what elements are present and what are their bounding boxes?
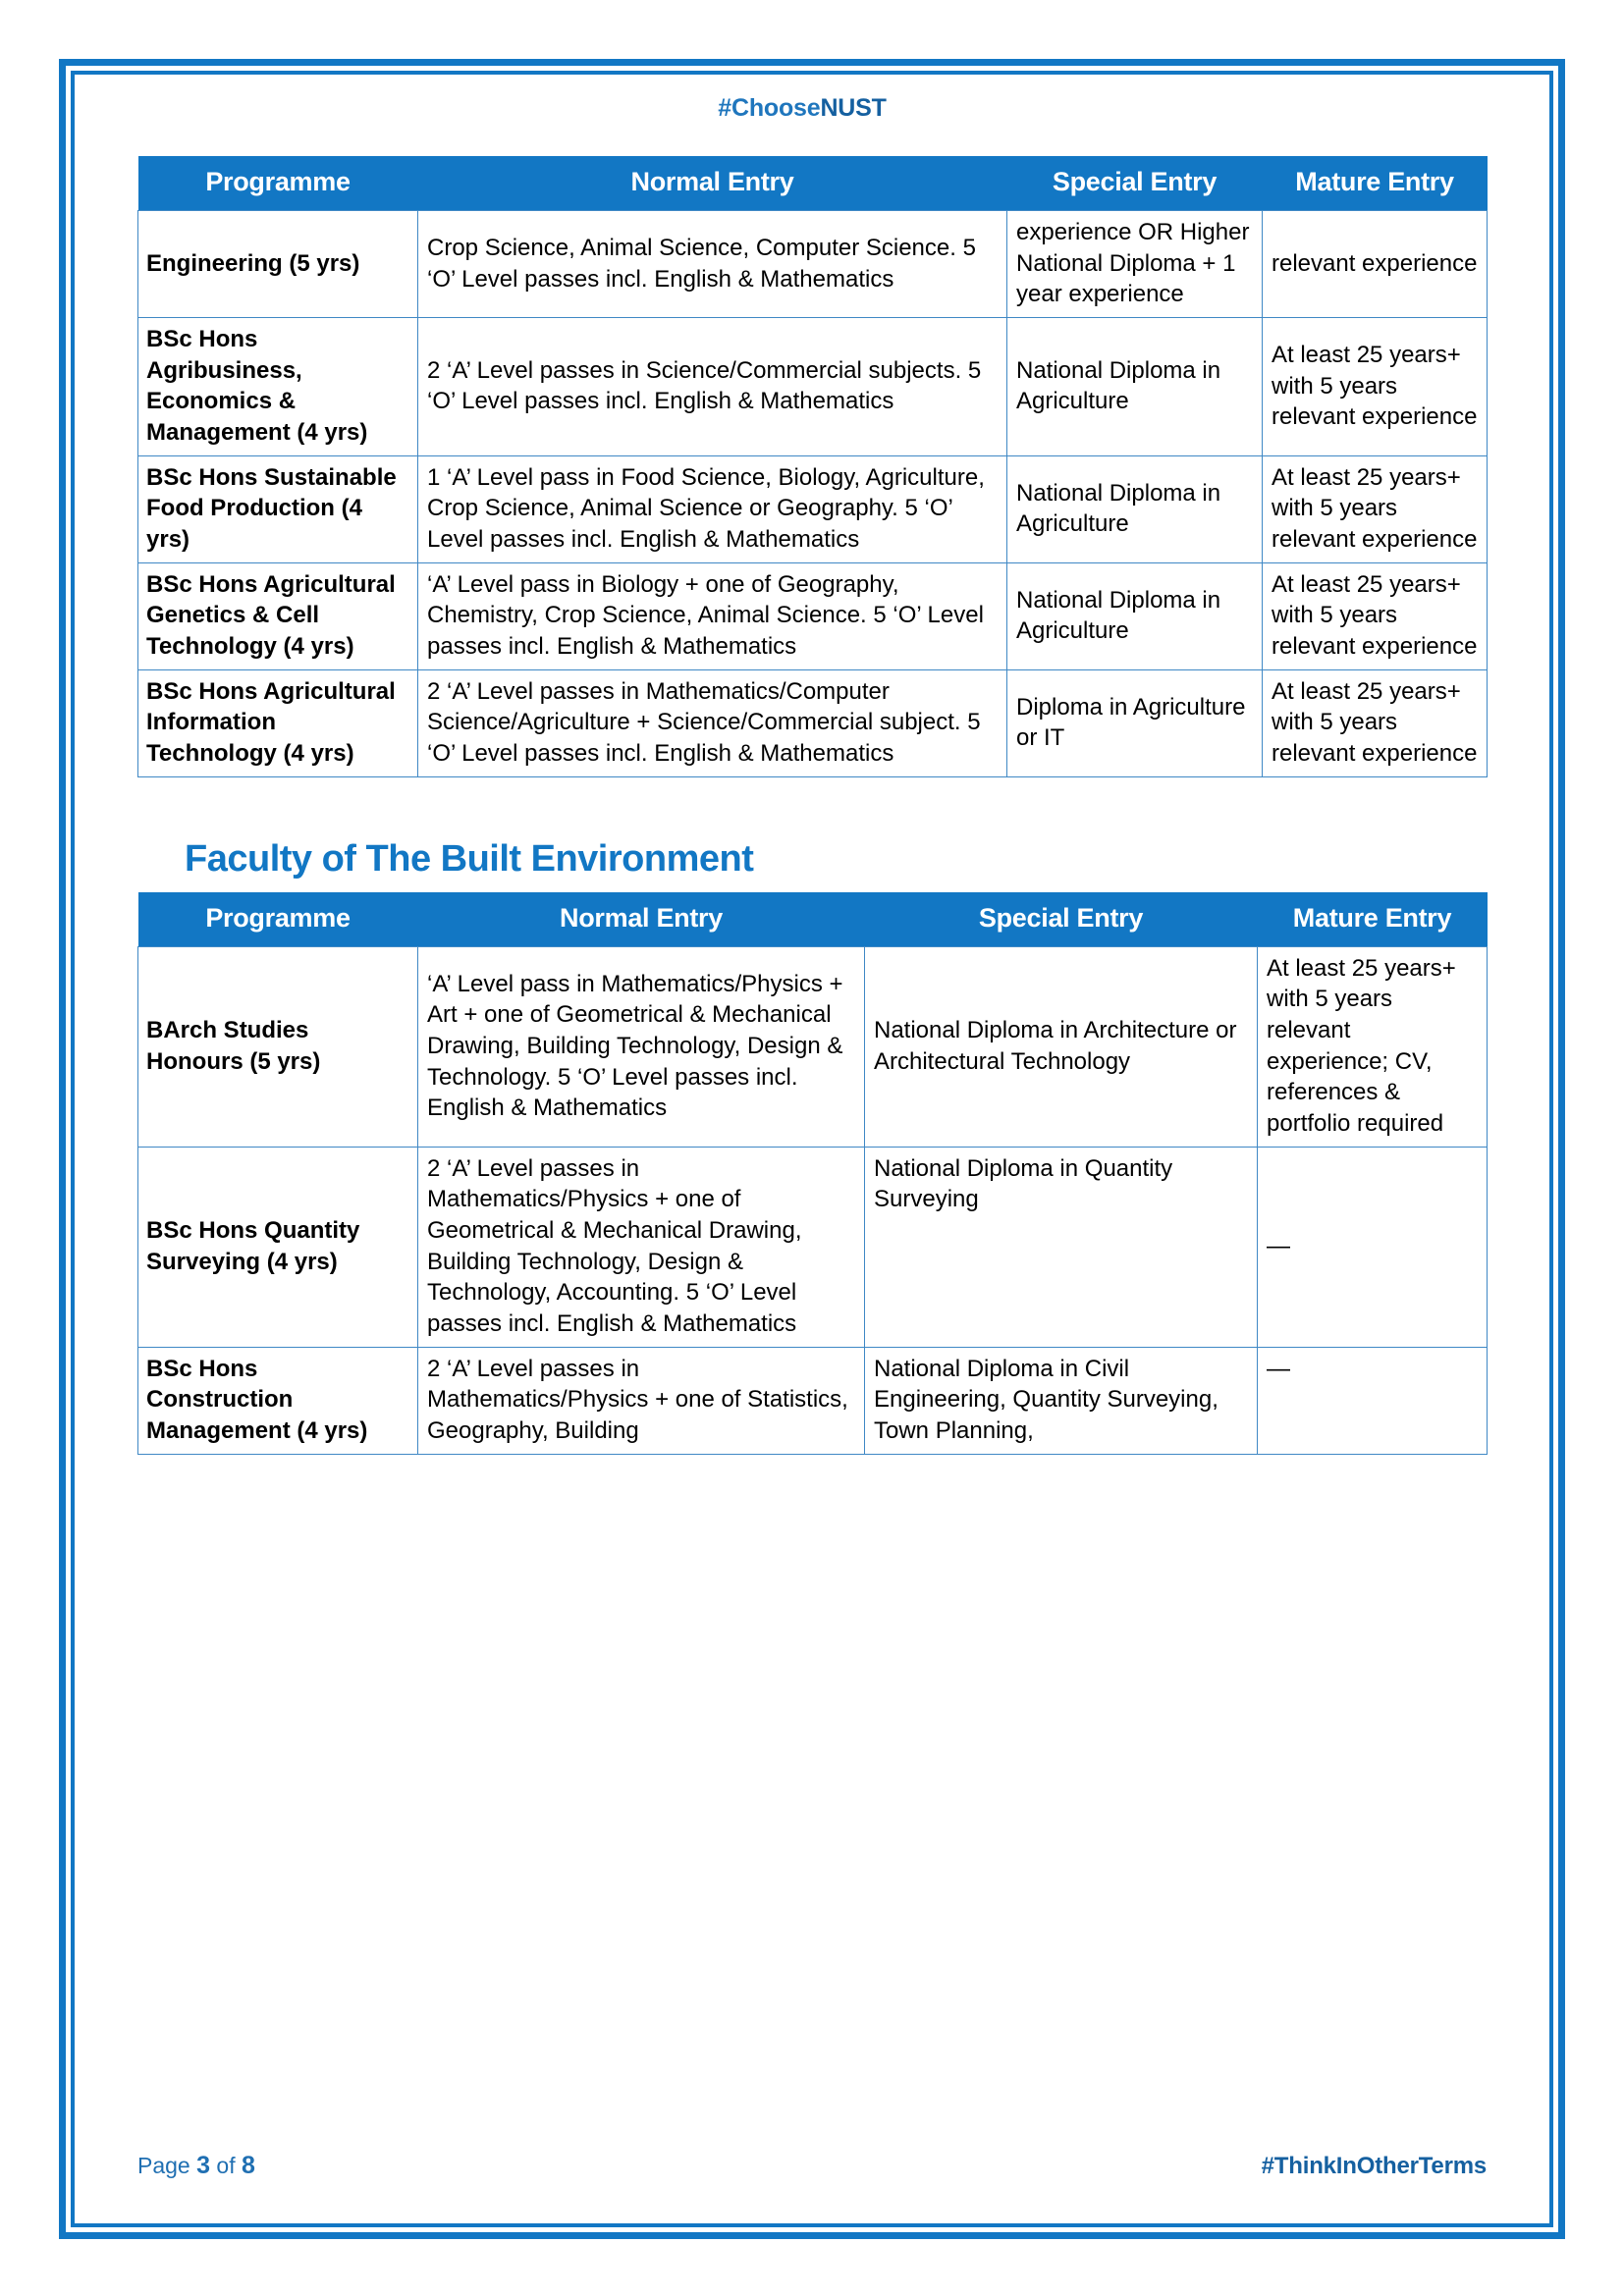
section-title-built-environment: Faculty of The Built Environment [185,837,754,880]
cell-mature-entry: At least 25 years+ with 5 years relevant experience; CV, references & portfolio required [1258,946,1488,1147]
cell-mature-entry: At least 25 years+ with 5 years relevant experience [1263,455,1488,562]
footer-page-number [137,2152,255,2180]
cell-programme: BSc Hons Agribusiness, Economics & Management (4 yrs) [138,318,418,456]
cell-mature-entry: — [1258,1347,1488,1454]
cell-normal-entry: 2 ‘A’ Level passes in Mathematics/Physics + one of Statistics, Geography, Building [418,1347,865,1454]
table-row [138,946,1488,1147]
table-row [138,455,1488,562]
faculty-agriculture-table [137,156,1488,777]
table-row [138,1347,1488,1454]
cell-normal-entry: 2 ‘A’ Level passes in Mathematics/Computer Science/Agriculture + Science/Commercial subject. 5 ‘O’ Level passes incl. English & Mathematics [418,669,1007,776]
footer-page-total: 8 [241,2152,255,2179]
cell-programme: Engineering (5 yrs) [138,211,418,318]
cell-mature-entry: — [1258,1147,1488,1347]
cell-programme: BSc Hons Agricultural Genetics & Cell Technology (4 yrs) [138,562,418,669]
header-tag-prefix: #Choose [718,94,821,122]
column-header-normal-entry: Normal Entry [418,892,865,947]
column-header-mature-entry: Mature Entry [1263,156,1488,211]
cell-special-entry: Diploma in Agriculture or IT [1007,669,1263,776]
column-header-normal-entry: Normal Entry [418,156,1007,211]
cell-programme: BSc Hons Construction Management (4 yrs) [138,1347,418,1454]
cell-special-entry: National Diploma in Agriculture [1007,562,1263,669]
cell-special-entry: National Diploma in Agriculture [1007,318,1263,456]
cell-normal-entry: Crop Science, Animal Science, Computer Science. 5 ‘O’ Level passes incl. English & Mathematics [418,211,1007,318]
table-row [138,562,1488,669]
document-header-tag [137,94,1487,123]
column-header-programme: Programme [138,892,418,947]
footer-page-prefix: Page [137,2153,197,2178]
cell-normal-entry: 2 ‘A’ Level passes in Mathematics/Physics + one of Geometrical & Mechanical Drawing, Building Technology, Design & Technology, Accounting. 5 ‘O’ Level passes incl. English & Mathematics [418,1147,865,1347]
cell-special-entry: experience OR Higher National Diploma + 1 year experience [1007,211,1263,318]
table-row [138,669,1488,776]
column-header-programme: Programme [138,156,418,211]
footer-slogan: #ThinkInOtherTerms [1261,2153,1487,2179]
cell-normal-entry: ‘A’ Level pass in Biology + one of Geography, Chemistry, Crop Science, Animal Science. 5 ‘O’ Level passes incl. English & Mathematics [418,562,1007,669]
column-header-mature-entry: Mature Entry [1258,892,1488,947]
cell-mature-entry: At least 25 years+ with 5 years relevant experience [1263,562,1488,669]
table-row [138,1147,1488,1347]
cell-mature-entry: At least 25 years+ with 5 years relevant experience [1263,669,1488,776]
cell-programme: BSc Hons Sustainable Food Production (4 yrs) [138,455,418,562]
cell-special-entry: National Diploma in Civil Engineering, Quantity Surveying, Town Planning, [865,1347,1258,1454]
cell-mature-entry: At least 25 years+ with 5 years relevant experience [1263,318,1488,456]
table-row [138,211,1488,318]
table-row [138,318,1488,456]
column-header-special-entry: Special Entry [1007,156,1263,211]
faculty-built-environment-table [137,892,1488,1455]
footer-page-middle: of [210,2153,242,2178]
cell-special-entry: National Diploma in Architecture or Architectural Technology [865,946,1258,1147]
cell-programme: BSc Hons Agricultural Information Technology (4 yrs) [138,669,418,776]
header-tag-suffix: NUST [820,94,887,122]
cell-special-entry: National Diploma in Quantity Surveying [865,1147,1258,1347]
page-footer [137,2152,1487,2180]
table-header-row [138,156,1488,211]
cell-special-entry: National Diploma in Agriculture [1007,455,1263,562]
cell-normal-entry: 1 ‘A’ Level pass in Food Science, Biology, Agriculture, Crop Science, Animal Science or Geography. 5 ‘O’ Level passes incl. English & Mathematics [418,455,1007,562]
cell-programme: BArch Studies Honours (5 yrs) [138,946,418,1147]
cell-normal-entry: ‘A’ Level pass in Mathematics/Physics + Art + one of Geometrical & Mechanical Drawing, Building Technology, Design & Technology. 5 ‘O’ Level passes incl. English & Mathematics [418,946,865,1147]
cell-mature-entry: relevant experience [1263,211,1488,318]
cell-programme: BSc Hons Quantity Surveying (4 yrs) [138,1147,418,1347]
column-header-special-entry: Special Entry [865,892,1258,947]
footer-page-current: 3 [196,2152,211,2179]
table-header-row [138,892,1488,947]
cell-normal-entry: 2 ‘A’ Level passes in Science/Commercial subjects. 5 ‘O’ Level passes incl. English & Mathematics [418,318,1007,456]
